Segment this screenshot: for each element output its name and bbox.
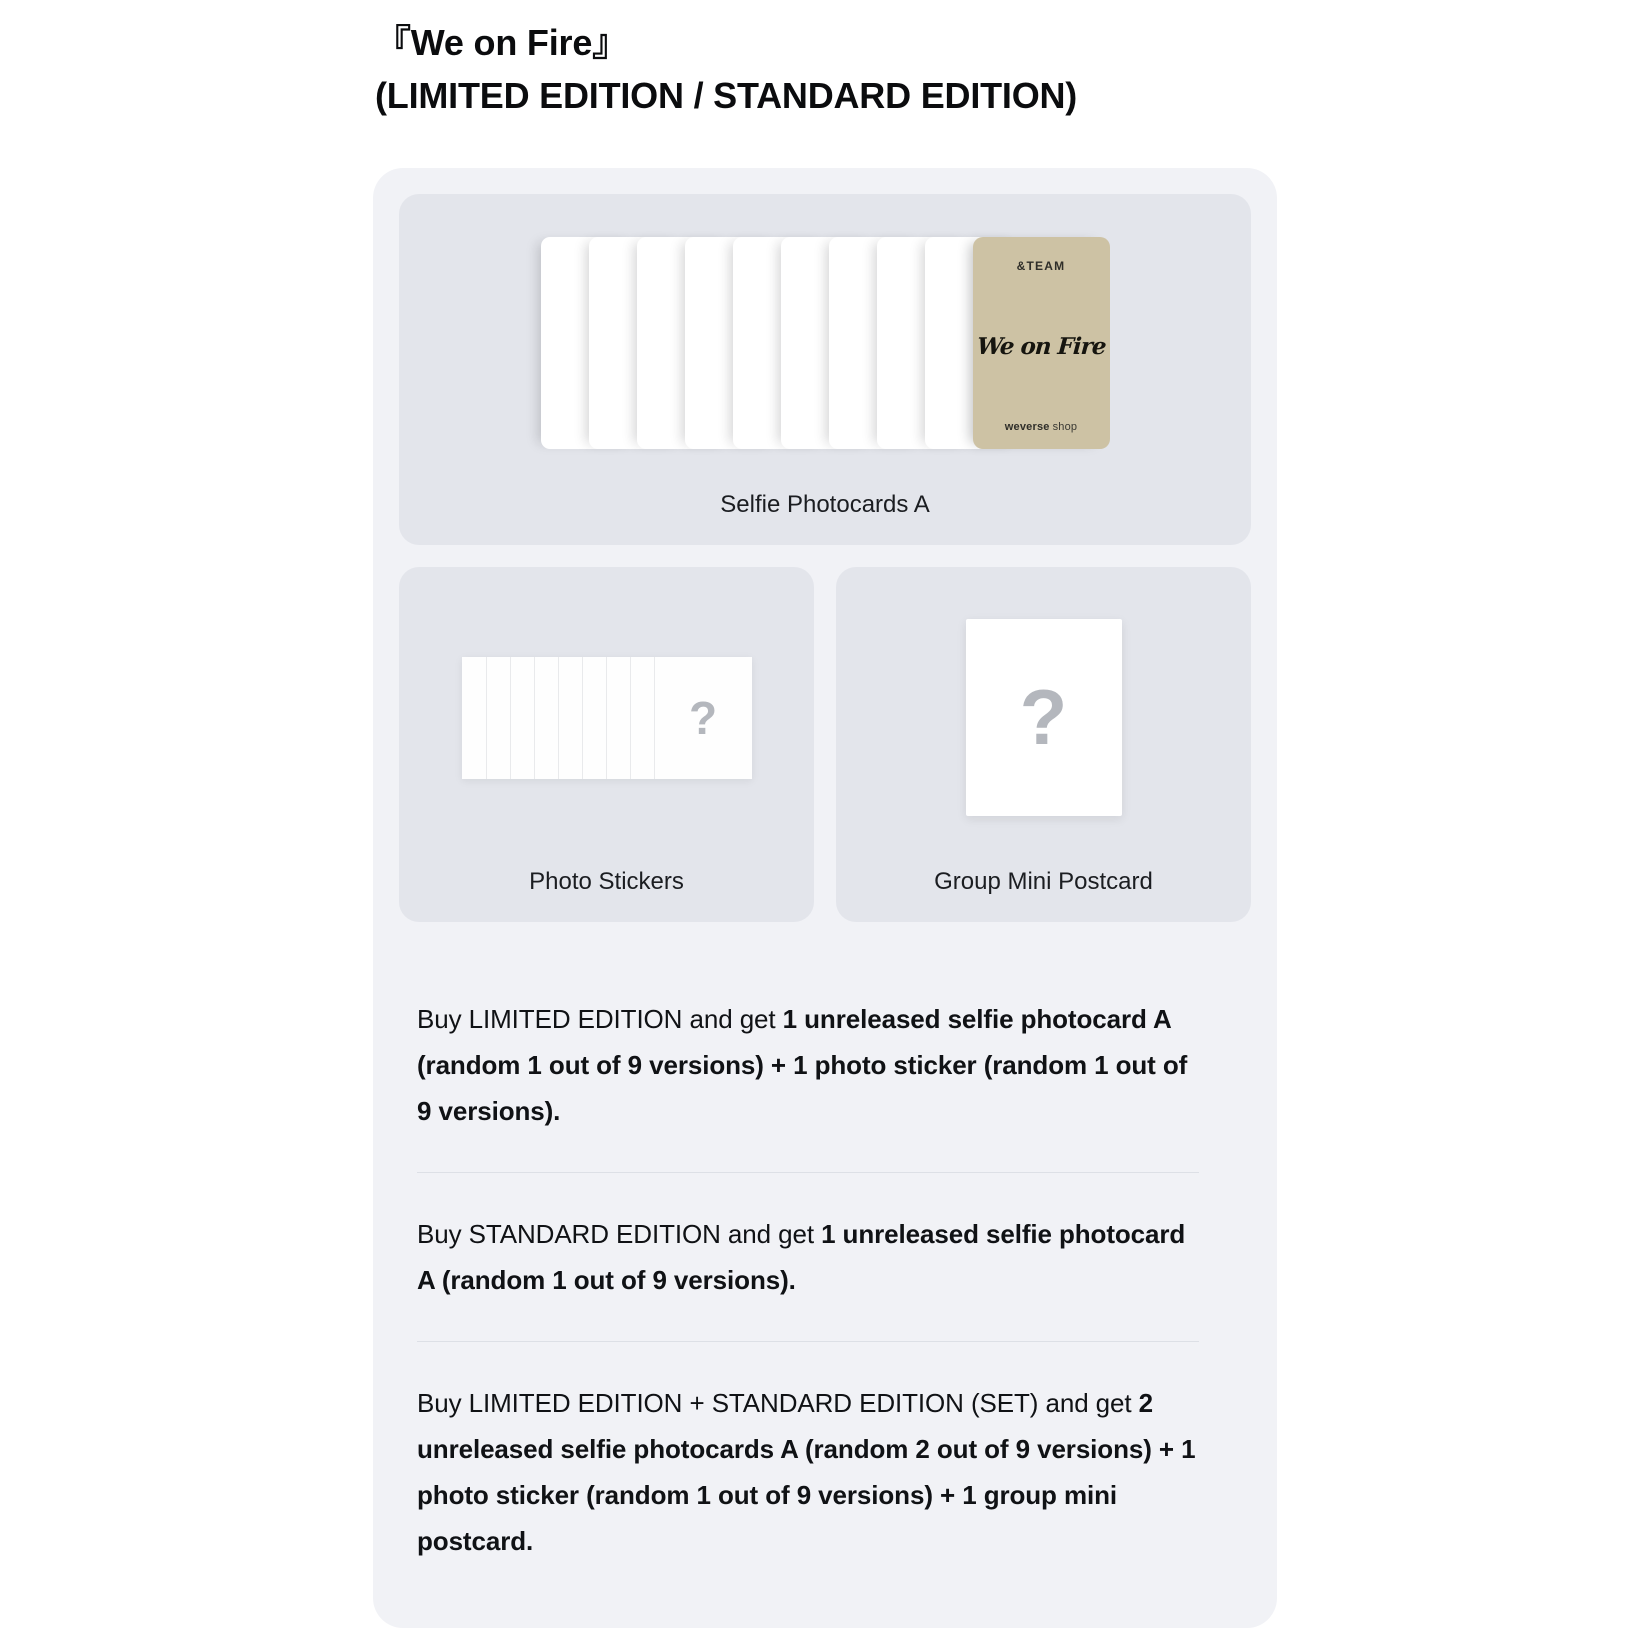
sticker-sheet bbox=[630, 657, 654, 779]
photocard-fan bbox=[541, 237, 1110, 449]
mini-postcard bbox=[966, 619, 1122, 816]
panel-row bbox=[399, 567, 1251, 922]
selfie-photocards-caption: Selfie Photocards A bbox=[720, 491, 930, 519]
sticker-sheet bbox=[534, 657, 558, 779]
benefit-text bbox=[417, 1172, 1199, 1341]
shop-logo-text: shop bbox=[1052, 420, 1078, 433]
benefit-bold-segment: 2 unreleased selfie photocards A (random 2 out of 9 versions) + 1 photo sticker (random 1 out of 9 versions) + 1 group mini postcard. bbox=[417, 1388, 1196, 1556]
benefit-bold-segment: 1 unreleased selfie photocard A (random 1 out of 9 versions). bbox=[417, 1219, 1186, 1295]
benefit-regular-segment: Buy LIMITED EDITION + STANDARD EDITION (SET) and get bbox=[417, 1388, 1139, 1418]
benefit-regular-segment: Buy STANDARD EDITION and get bbox=[417, 1219, 822, 1249]
photo-stickers-caption: Photo Stickers bbox=[529, 868, 684, 895]
tan-photocard bbox=[973, 237, 1110, 449]
panel-group-mini-postcard bbox=[836, 567, 1251, 922]
photo-stickers-image bbox=[399, 567, 814, 868]
sticker-sheet-front bbox=[654, 657, 752, 779]
gift-details-container bbox=[373, 168, 1277, 1628]
postcard-caption: Group Mini Postcard bbox=[934, 868, 1153, 895]
selfie-photocards-image bbox=[399, 194, 1251, 491]
sticker-sheet bbox=[486, 657, 510, 779]
sticker-sheet bbox=[582, 657, 606, 779]
benefit-bold-segment: 1 unreleased selfie photocard A (random 1 out of 9 versions) + 1 photo sticker (random 1 out of 9 versions). bbox=[417, 1004, 1188, 1126]
benefit-text bbox=[417, 1341, 1199, 1602]
album-title: 『We on Fire』 bbox=[375, 22, 628, 63]
sticker-sheet bbox=[510, 657, 534, 779]
question-mark-icon: ? bbox=[1019, 673, 1068, 762]
postcard-image bbox=[836, 567, 1251, 868]
artist-logo-text: &TEAM bbox=[1016, 258, 1066, 273]
panel-selfie-photocards bbox=[399, 194, 1251, 545]
sticker-sheet bbox=[606, 657, 630, 779]
weverse-logo-text: weverse bbox=[1004, 420, 1050, 433]
album-logo-text: We on Fire bbox=[975, 333, 1107, 361]
panel-photo-stickers bbox=[399, 567, 814, 922]
benefit-regular-segment: Buy LIMITED EDITION and get bbox=[417, 1004, 783, 1034]
sticker-strip bbox=[462, 657, 752, 779]
page-title bbox=[375, 16, 1077, 122]
sticker-sheet bbox=[558, 657, 582, 779]
question-mark-icon: ? bbox=[688, 691, 718, 744]
benefit-text bbox=[417, 958, 1199, 1172]
edition-subtitle: (LIMITED EDITION / STANDARD EDITION) bbox=[375, 75, 1078, 116]
sticker-sheet bbox=[462, 657, 486, 779]
weverse-shop-logo bbox=[1005, 421, 1077, 433]
benefit-section bbox=[399, 958, 1251, 1602]
